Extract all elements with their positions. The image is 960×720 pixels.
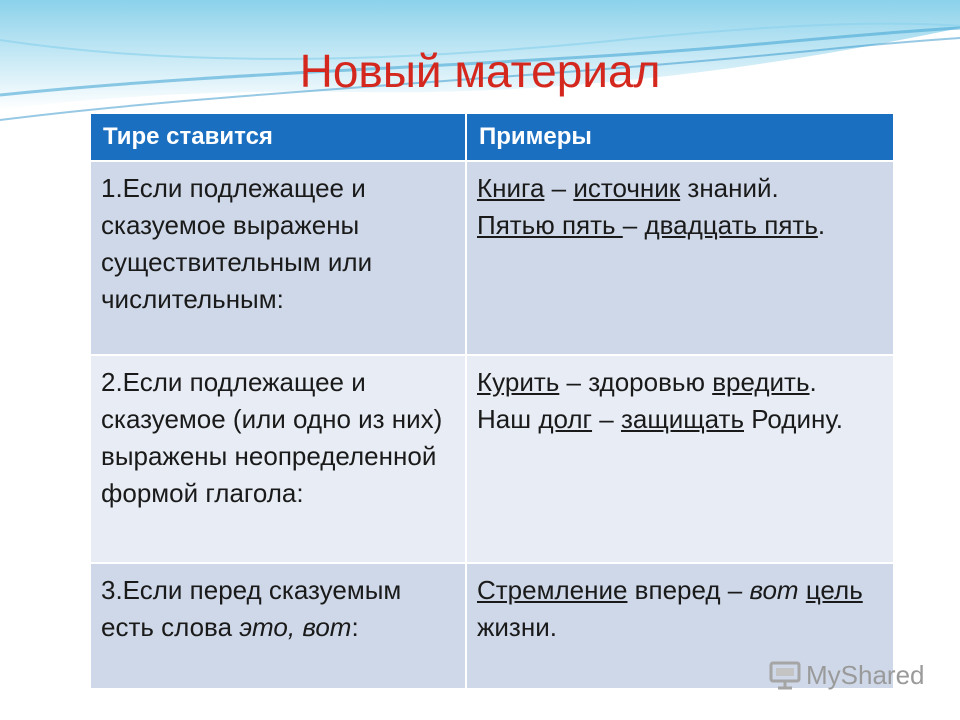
- slide-title: Новый материал: [299, 45, 661, 97]
- text-fragment: цель: [805, 575, 863, 605]
- text-fragment: жизни.: [477, 612, 557, 642]
- text-fragment: Стремление: [477, 575, 628, 605]
- example-cell: [466, 355, 894, 563]
- text-fragment: вперед –: [627, 575, 750, 605]
- table-row: [90, 355, 894, 563]
- column-header-rule: Тире ставится: [90, 113, 466, 161]
- text-fragment: двадцать пять: [644, 210, 818, 240]
- rule-cell: 1.Если подлежащее и сказуемое выражены существительным или числительным:: [90, 161, 466, 355]
- text-fragment: 3.Если перед сказуемым есть слова: [101, 575, 402, 642]
- text-fragment: .: [817, 210, 826, 240]
- text-fragment: Пятью пять: [477, 210, 623, 240]
- rules-table: [89, 112, 895, 690]
- column-header-examples: Примеры: [466, 113, 894, 161]
- text-fragment: – здоровью: [559, 367, 713, 397]
- example-cell: [466, 161, 894, 355]
- text-fragment: :: [351, 612, 359, 642]
- text-fragment: защищать: [620, 404, 744, 434]
- text-fragment: вот: [749, 575, 799, 605]
- text-fragment: Наш: [477, 404, 539, 434]
- text-fragment: вредить: [712, 367, 810, 397]
- table-header-row: [90, 113, 894, 161]
- text-fragment: –: [622, 210, 645, 240]
- text-fragment: Курить: [477, 367, 560, 397]
- text-fragment: –: [544, 173, 574, 203]
- text-fragment: [799, 575, 806, 605]
- text-fragment: Родину.: [744, 404, 843, 434]
- table-row: [90, 161, 894, 355]
- watermark-logo: [768, 657, 925, 693]
- presentation-board-icon: [768, 660, 802, 690]
- text-fragment: .: [809, 367, 817, 397]
- text-fragment: источник: [573, 173, 681, 203]
- text-fragment: Книга: [477, 173, 545, 203]
- text-fragment: это, вот: [239, 612, 352, 642]
- rule-cell: 2.Если подлежащее и сказуемое (или одно из них) выражены неопределенной формой глагола:: [90, 355, 466, 563]
- text-fragment: –: [592, 404, 621, 434]
- text-fragment: знаний.: [680, 173, 779, 203]
- rule-cell: [90, 563, 466, 689]
- watermark-text: MyShared: [806, 659, 925, 690]
- text-fragment: долг: [538, 404, 593, 434]
